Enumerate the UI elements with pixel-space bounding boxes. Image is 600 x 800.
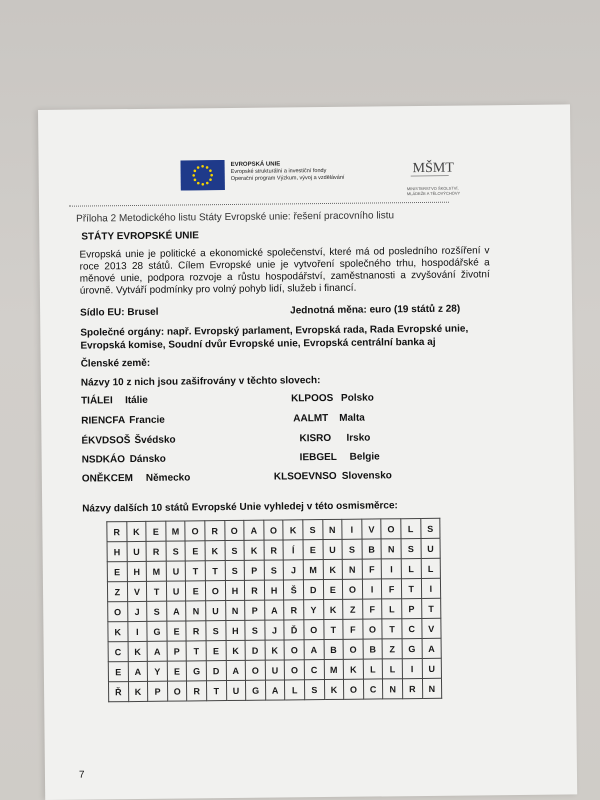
- wordsearch-row: [108, 678, 441, 701]
- wordsearch-cell: A: [244, 520, 264, 540]
- anagram-code: RIENCFA: [81, 415, 126, 427]
- wordsearch-cell: A: [304, 640, 324, 660]
- wordsearch-cell: C: [363, 679, 383, 699]
- wordsearch-cell: E: [167, 621, 187, 641]
- wordsearch-cell: Í: [283, 540, 303, 560]
- wordsearch-cell: B: [363, 639, 383, 659]
- wordsearch-cell: E: [186, 581, 206, 601]
- wordsearch-cell: E: [146, 521, 166, 541]
- wordsearch-cell: K: [205, 541, 225, 561]
- wordsearch-cell: B: [324, 639, 344, 659]
- members-label: Členské země:: [80, 357, 151, 370]
- wordsearch-cell: S: [225, 560, 245, 580]
- wordsearch-cell: T: [186, 641, 206, 661]
- wordsearch-cell: F: [343, 619, 363, 639]
- wordsearch-cell: T: [206, 681, 226, 701]
- wordsearch-cell: K: [108, 622, 128, 642]
- wordsearch-cell: S: [264, 560, 284, 580]
- wordsearch-cell: N: [225, 600, 245, 620]
- wordsearch-cell: O: [108, 602, 128, 622]
- wordsearch-cell: G: [246, 680, 266, 700]
- wordsearch-cell: R: [205, 521, 225, 541]
- wordsearch-cell: Š: [284, 580, 304, 600]
- wordsearch-cell: D: [303, 580, 323, 600]
- wordsearch-cell: K: [323, 559, 343, 579]
- wordsearch-cell: U: [206, 601, 226, 621]
- anagram-answer: Irsko: [346, 432, 371, 444]
- wordsearch-cell: L: [363, 659, 383, 679]
- wordsearch-cell: N: [383, 679, 403, 699]
- wordsearch-cell: L: [383, 659, 403, 679]
- wordsearch-cell: U: [421, 538, 441, 558]
- wordsearch-cell: A: [128, 661, 148, 681]
- wordsearch-cell: O: [381, 519, 401, 539]
- msmt-subtitle: MINISTERSTVO ŠKOLSTVÍ, MLÁDEŽE A TĚLOVÝCHOVY: [406, 185, 461, 197]
- wordsearch-cell: R: [245, 580, 265, 600]
- wordsearch-cell: R: [146, 541, 166, 561]
- wordsearch-intro: Názvy dalších 10 států Evropské Unie vyhledej v této osmisměrce:: [82, 500, 398, 515]
- eu-flag-icon: [181, 160, 225, 190]
- wordsearch-cell: S: [304, 680, 324, 700]
- wordsearch-cell: S: [147, 601, 167, 621]
- wordsearch-cell: Y: [304, 600, 324, 620]
- wordsearch-cell: G: [147, 621, 167, 641]
- wordsearch-cell: R: [107, 522, 127, 542]
- anagram-answer: Polsko: [340, 392, 374, 404]
- wordsearch-cell: P: [245, 600, 265, 620]
- wordsearch-cell: E: [108, 662, 128, 682]
- wordsearch-cell: C: [304, 660, 324, 680]
- wordsearch-cell: V: [127, 581, 147, 601]
- wordsearch-cell: U: [226, 680, 246, 700]
- wordsearch-cell: K: [265, 640, 285, 660]
- wordsearch-cell: O: [343, 579, 363, 599]
- wordsearch-cell: V: [362, 519, 382, 539]
- wordsearch-cell: P: [167, 641, 187, 661]
- wordsearch-cell: K: [343, 659, 363, 679]
- wordsearch-cell: O: [205, 581, 225, 601]
- wordsearch-cell: K: [324, 679, 344, 699]
- wordsearch-cell: M: [146, 561, 166, 581]
- wordsearch-cell: D: [206, 661, 226, 681]
- wordsearch-cell: I: [382, 559, 402, 579]
- wordsearch-cell: N: [422, 678, 442, 698]
- anagram-answer: Švédsko: [134, 434, 176, 447]
- msmt-logo-text: MŠMT: [412, 160, 454, 177]
- wordsearch-cell: K: [128, 681, 148, 701]
- wordsearch-grid: [106, 518, 442, 702]
- wordsearch-cell: O: [224, 520, 244, 540]
- eu-currency: Jednotná měna: euro (19 států z 28): [290, 303, 461, 317]
- wordsearch-cell: T: [186, 561, 206, 581]
- wordsearch-cell: J: [265, 620, 285, 640]
- wordsearch-cell: K: [323, 599, 343, 619]
- wordsearch-cell: T: [323, 619, 343, 639]
- anagram-answer: Francie: [129, 414, 165, 427]
- doc-subtitle: Příloha 2 Metodického listu Státy Evropské unie: řešení pracovního listu: [76, 210, 395, 225]
- wordsearch-cell: S: [401, 539, 421, 559]
- anagram-code: KLSOEVNSO: [273, 470, 337, 483]
- wordsearch-cell: U: [265, 660, 285, 680]
- wordsearch-cell: K: [244, 540, 264, 560]
- wordsearch-cell: O: [363, 619, 383, 639]
- doc-paragraph: Evropská unie je politické a ekonomické společenství, které má od posledního rozšíření v roce 2013 28 států. Cílem Evropské unie je vytvoření společného trhu, hospodářské a měnové unie, podpora rozvoje a růstu hospodářství, zaměstnanosti a zvyšování životní úrovně. Vytváří podmínky pro volný pohyb lidí, služeb i financí.: [79, 245, 490, 297]
- wordsearch-cell: I: [362, 579, 382, 599]
- wordsearch-cell: N: [322, 519, 342, 539]
- wordsearch-cell: B: [362, 539, 382, 559]
- wordsearch-cell: H: [127, 561, 147, 581]
- wordsearch-cell: N: [342, 559, 362, 579]
- wordsearch-cell: K: [128, 641, 148, 661]
- anagram-code: KISRO: [299, 432, 332, 445]
- wordsearch-cell: C: [402, 619, 422, 639]
- wordsearch-cell: F: [362, 559, 382, 579]
- wordsearch-cell: E: [206, 641, 226, 661]
- anagram-code: TIÁLEI: [80, 395, 113, 407]
- wordsearch-cell: U: [166, 581, 186, 601]
- wordsearch-cell: Z: [343, 599, 363, 619]
- wordsearch-cell: Y: [147, 661, 167, 681]
- anagram-code: ÉKVDSOŠ: [81, 435, 131, 447]
- wordsearch-cell: G: [402, 639, 422, 659]
- wordsearch-cell: T: [147, 581, 167, 601]
- wordsearch-cell: E: [185, 541, 205, 561]
- wordsearch-cell: F: [362, 599, 382, 619]
- wordsearch-cell: U: [422, 658, 442, 678]
- wordsearch-cell: T: [205, 561, 225, 581]
- anagram-code: AALMT: [293, 412, 329, 425]
- wordsearch-cell: A: [264, 600, 284, 620]
- wordsearch-cell: U: [166, 561, 186, 581]
- anagram-code: KLPOOS: [290, 392, 334, 405]
- anagram-code: IEBGEL: [299, 451, 337, 464]
- wordsearch-cell: E: [303, 540, 323, 560]
- wordsearch-cell: P: [148, 681, 168, 701]
- wordsearch-cell: L: [401, 559, 421, 579]
- wordsearch-cell: A: [226, 660, 246, 680]
- anagram-answer: Belgie: [349, 451, 380, 463]
- wordsearch-cell: C: [108, 642, 128, 662]
- wordsearch-cell: S: [225, 540, 245, 560]
- wordsearch-cell: L: [421, 558, 441, 578]
- wordsearch-cell: L: [382, 599, 402, 619]
- wordsearch-cell: Z: [107, 582, 127, 602]
- wordsearch-cell: Ř: [108, 682, 128, 702]
- wordsearch-cell: M: [303, 560, 323, 580]
- wordsearch-cell: A: [265, 680, 285, 700]
- wordsearch-cell: T: [421, 598, 441, 618]
- wordsearch-cell: M: [324, 659, 344, 679]
- encrypted-intro: Názvy 10 z nich jsou zašifrovány v těchto slovech:: [80, 375, 321, 389]
- wordsearch-cell: S: [342, 539, 362, 559]
- wordsearch-cell: A: [166, 601, 186, 621]
- anagram-answer: Dánsko: [129, 453, 166, 466]
- wordsearch-cell: G: [187, 661, 207, 681]
- wordsearch-cell: K: [126, 521, 146, 541]
- wordsearch-cell: O: [167, 681, 187, 701]
- organs-line-2: Evropská komise, Soudní dvůr Evropské unie, Evropská centrální banka aj: [80, 336, 436, 352]
- wordsearch-cell: O: [185, 521, 205, 541]
- wordsearch-cell: T: [401, 579, 421, 599]
- wordsearch-cell: T: [382, 619, 402, 639]
- wordsearch-cell: R: [402, 679, 422, 699]
- wordsearch-cell: U: [127, 541, 147, 561]
- wordsearch-cell: O: [304, 620, 324, 640]
- eu-text-block: [231, 161, 371, 183]
- wordsearch-cell: O: [245, 660, 265, 680]
- wordsearch-cell: H: [107, 542, 127, 562]
- wordsearch-cell: O: [264, 520, 284, 540]
- page-number: 7: [78, 769, 85, 781]
- wordsearch-cell: M: [166, 521, 186, 541]
- wordsearch-cell: Z: [382, 639, 402, 659]
- wordsearch-cell: N: [381, 539, 401, 559]
- wordsearch-cell: P: [402, 599, 422, 619]
- wordsearch-cell: S: [303, 520, 323, 540]
- wordsearch-cell: S: [166, 541, 186, 561]
- wordsearch-cell: S: [420, 518, 440, 538]
- wordsearch-cell: H: [225, 620, 245, 640]
- wordsearch-cell: S: [245, 620, 265, 640]
- wordsearch-cell: J: [284, 560, 304, 580]
- wordsearch-cell: I: [127, 621, 147, 641]
- wordsearch-cell: E: [107, 562, 127, 582]
- wordsearch-cell: Ď: [284, 620, 304, 640]
- wordsearch-cell: A: [147, 641, 167, 661]
- anagram-answer: Itálie: [124, 394, 148, 407]
- doc-title: STÁTY EVROPSKÉ UNIE: [81, 230, 200, 243]
- eu-seat: Sídlo EU: Brusel: [80, 306, 159, 319]
- wordsearch-cell: O: [285, 660, 305, 680]
- wordsearch-cell: R: [186, 621, 206, 641]
- wordsearch-cell: O: [344, 679, 364, 699]
- wordsearch-cell: I: [342, 519, 362, 539]
- anagram-answer: Německo: [145, 472, 191, 484]
- wordsearch-cell: O: [343, 639, 363, 659]
- eu-line-2: Evropské strukturální a investiční fondy: [230, 167, 327, 175]
- wordsearch-cell: S: [206, 621, 226, 641]
- wordsearch-cell: J: [127, 601, 147, 621]
- wordsearch-cell: R: [187, 681, 207, 701]
- header-divider: [69, 202, 449, 207]
- anagram-answer: Malta: [339, 412, 365, 424]
- wordsearch-cell: O: [284, 640, 304, 660]
- anagram-code: NSDKÁO: [81, 454, 126, 466]
- wordsearch-cell: N: [186, 601, 206, 621]
- wordsearch-cell: F: [382, 579, 402, 599]
- wordsearch-cell: I: [402, 659, 422, 679]
- wordsearch-cell: H: [264, 580, 284, 600]
- wordsearch-cell: D: [245, 640, 265, 660]
- wordsearch-cell: A: [422, 638, 442, 658]
- eu-line-1: EVROPSKÁ UNIE: [230, 161, 281, 168]
- wordsearch-cell: I: [421, 578, 441, 598]
- wordsearch-cell: E: [323, 579, 343, 599]
- document-sheet: [38, 104, 577, 800]
- wordsearch-cell: L: [285, 680, 305, 700]
- anagram-code: ONĚKCEM: [81, 473, 134, 485]
- wordsearch-cell: U: [323, 539, 343, 559]
- eu-line-3: Operační program Výzkum, vývoj a vzdělávání: [230, 174, 345, 182]
- wordsearch-cell: R: [264, 540, 284, 560]
- wordsearch-cell: K: [283, 520, 303, 540]
- anagram-answer: Slovensko: [341, 470, 392, 482]
- wordsearch-cell: E: [167, 661, 187, 681]
- header-logos: [181, 155, 481, 198]
- wordsearch-cell: V: [421, 618, 441, 638]
- wordsearch-cell: L: [401, 519, 421, 539]
- organs-line-1: Společné orgány: např. Evropský parlament, Evropská rada, Rada Evropské unie,: [80, 323, 469, 339]
- wordsearch-cell: P: [244, 560, 264, 580]
- wordsearch-cell: K: [226, 640, 246, 660]
- wordsearch-cell: R: [284, 600, 304, 620]
- wordsearch-cell: H: [225, 580, 245, 600]
